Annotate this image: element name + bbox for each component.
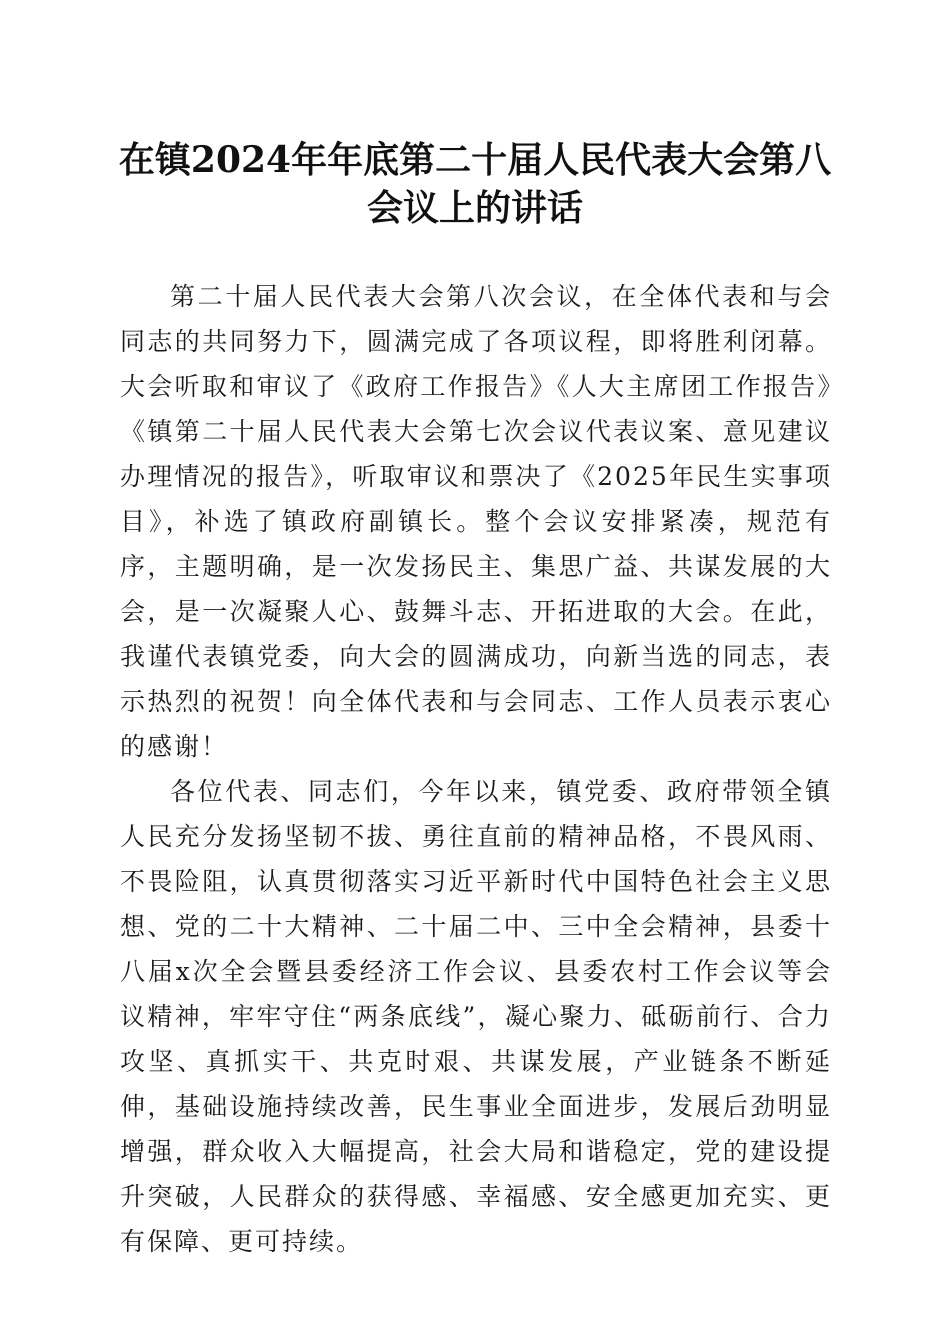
document-title: 在镇2024年年底第二十届人民代表大会第八会议上的讲话: [118, 139, 832, 229]
paragraph-1: 第二十届人民代表大会第八次会议，在全体代表和与会同志的共同努力下，圆满完成了各项议程，即将胜利闭幕。大会听取和审议了《政府工作报告》《人大主席团工作报告》《镇第二十届人民代表大会第七次会议代表议案、意见建议办理情况的报告》，听取审议和票决了《2025年民生实事项目》，补选了镇政府副镇长。整个会议安排紧凑，规范有序，主题明确，是一次发扬民主、集思广益、共谋发展的大会，是一次凝聚人心、鼓舞斗志、开拓进取的大会。在此，我谨代表镇党委，向大会的圆满成功，向新当选的同志，表示热烈的祝贺！向全体代表和与会同志、工作人员表示衷心的感谢！: [120, 282, 832, 761]
document-body: [120, 274, 832, 1264]
paragraph-2: 各位代表、同志们，今年以来，镇党委、政府带领全镇人民充分发扬坚韧不拔、勇往直前的精神品格，不畏风雨、不畏险阻，认真贯彻落实习近平新时代中国特色社会主义思想、党的二十大精神、二十届二中、三中全会精神，县委十八届x次全会暨县委经济工作会议、县委农村工作会议等会议精神，牢牢守住“两条底线”，凝心聚力、砥砺前行、合力攻坚、真抓实干、共克时艰、共谋发展，产业链条不断延伸，基础设施持续改善，民生事业全面进步，发展后劲明显增强，群众收入大幅提高，社会大局和谐稳定，党的建设提升突破，人民群众的获得感、幸福感、安全感更加充实、更有保障、更可持续。: [120, 777, 832, 1256]
